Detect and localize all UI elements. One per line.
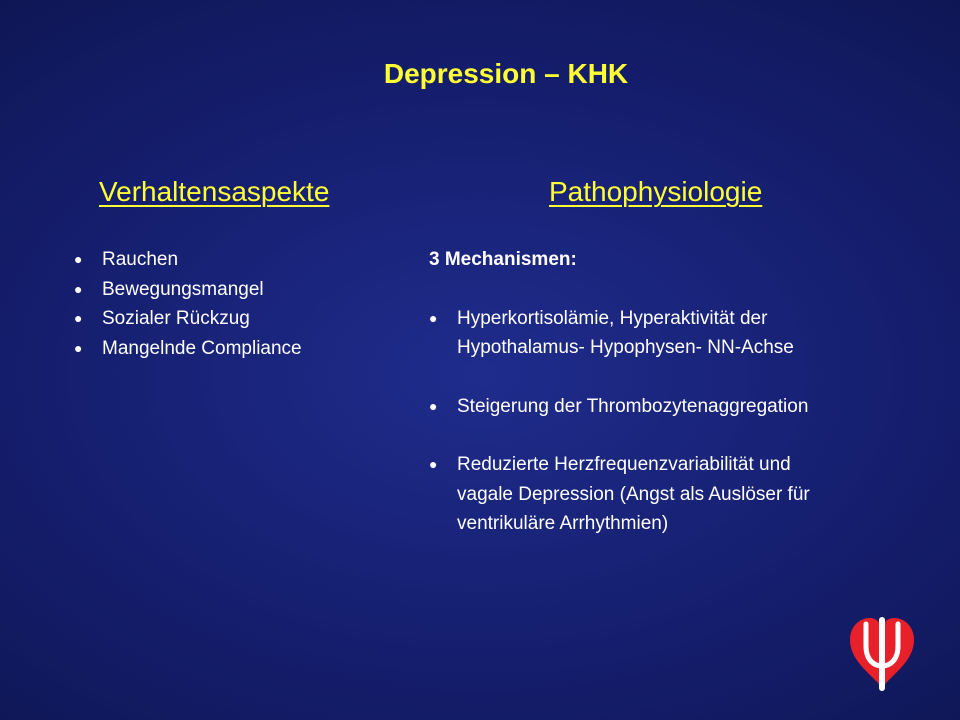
list-item: ● Mangelnde Compliance bbox=[74, 334, 302, 364]
heart-psi-icon bbox=[844, 616, 920, 692]
bullet-icon: ● bbox=[429, 397, 438, 414]
left-column-heading: Verhaltensaspekte bbox=[99, 176, 330, 207]
bullet-icon: ● bbox=[74, 251, 83, 267]
bullet-icon: ● bbox=[74, 310, 83, 326]
mechanism-list bbox=[429, 304, 810, 539]
pathophysiology-block bbox=[429, 245, 810, 539]
list-item: ● Steigerung der Thrombozytenaggregation bbox=[429, 392, 810, 422]
bullet-icon: ● bbox=[429, 456, 438, 472]
list-item: ● Sozialer Rückzug bbox=[74, 304, 302, 334]
slide-title: Depression – KHK bbox=[383, 58, 629, 89]
list-item: ● Rauchen bbox=[74, 245, 302, 275]
right-column-heading: Pathophysiologie bbox=[549, 176, 763, 207]
behavior-list bbox=[74, 245, 302, 363]
list-item: ● Hyperkortisolämie, Hyperaktivität der Hypothalamus- Hypophysen- NN-Achse bbox=[429, 304, 810, 363]
mechanisms-intro: 3 Mechanismen: bbox=[429, 249, 577, 270]
list-item: ● Reduzierte Herzfrequenzvariabilität und vagale Depression (Angst als Auslöser für ventrikuläre Arrhythmien) bbox=[429, 450, 810, 539]
list-item: ● Bewegungsmangel bbox=[74, 275, 302, 305]
bullet-icon: ● bbox=[429, 309, 438, 326]
bullet-icon: ● bbox=[74, 280, 83, 297]
bullet-icon: ● bbox=[74, 339, 83, 356]
